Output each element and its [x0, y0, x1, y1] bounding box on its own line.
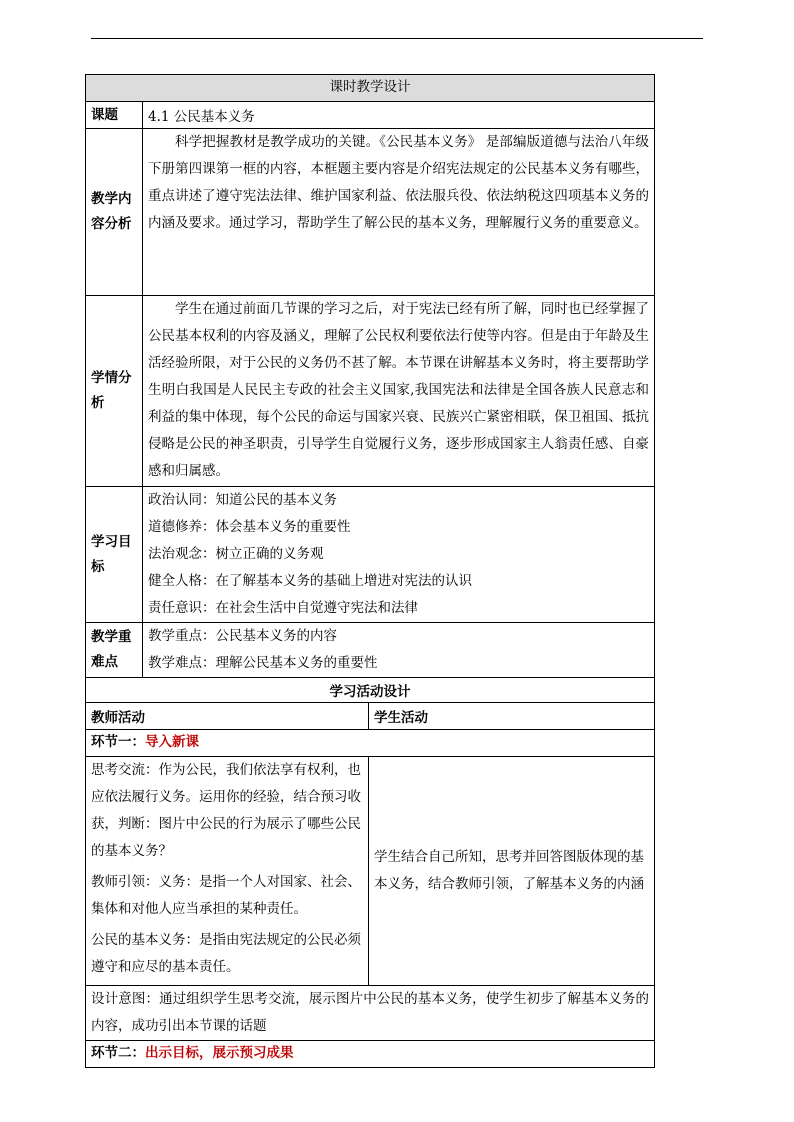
design-intent-row: [86, 986, 655, 1041]
content-analysis-row: [86, 129, 655, 296]
table-title: 课时教学设计: [86, 75, 655, 102]
key-points-row: [86, 623, 655, 678]
goal-item: 法治观念：树立正确的义务观: [148, 546, 324, 562]
step1-teacher-activity: [86, 757, 369, 986]
learning-goals-row: [86, 487, 655, 623]
lesson-design-table: [85, 74, 655, 1068]
teacher-activity-header: 教师活动: [86, 703, 369, 730]
goal-item: 责任意识：在社会生活中自觉遵守宪法和法律: [148, 600, 418, 616]
content-analysis-label: 教学内容分析: [86, 129, 143, 296]
key-point-item: 教学重点：公民基本义务的内容: [148, 628, 337, 644]
topic-row: [86, 102, 655, 129]
step1-prefix: 环节一：: [91, 734, 145, 750]
student-analysis-text: 学生在通过前面几节课的学习之后，对于宪法已经有所了解，同时也已经掌握了公民基本权利的内容及涵义，理解了公民权利要依法行使等内容。但是由于年龄及生活经验所限，对于公民的义务仍不甚了解。本节课在讲解基本义务时，将主要帮助学生明白我国是人民民主专政的社会主义国家,我国宪法和法律是全国各族人民意志和利益的集中体现，每个公民的命运与国家兴衰、民族兴亡紧密相联，保卫祖国、抵抗侵略是公民的神圣职责，引导学生自觉履行义务，逐步形成国家主人翁责任感、自豪感和归属感。: [143, 296, 655, 487]
student-activity-header: 学生活动: [369, 703, 655, 730]
topic-label: 课题: [86, 102, 143, 129]
goal-item: 健全人格：在了解基本义务的基础上增进对宪法的认识: [148, 573, 472, 589]
step1-heading: [86, 730, 655, 757]
goal-item: 道德修养：体会基本义务的重要性: [148, 519, 351, 535]
learning-goals-label: 学习目标: [86, 487, 143, 623]
topic-value: 4.1 公民基本义务: [143, 102, 655, 129]
goal-item: 政治认同：知道公民的基本义务: [148, 492, 337, 508]
step1-design-intent: 设计意图：通过组织学生思考交流，展示图片中公民的基本义务，使学生初步了解基本义务的内容，成功引出本节课的话题: [86, 986, 655, 1041]
step1-student-activity: 学生结合自己所知，思考并回答图版体现的基本义务，结合教师引领，了解基本义务的内涵: [369, 757, 655, 986]
student-analysis-row: [86, 296, 655, 487]
teacher-paragraph: 思考交流：作为公民，我们依法享有权利，也应依法履行义务。运用你的经验，结合预习收获，判断：图片中公民的行为展示了哪些公民的基本义务？: [91, 762, 361, 859]
key-point-item: 教学难点：理解公民基本义务的重要性: [148, 655, 378, 671]
key-points-list: [143, 623, 655, 678]
content-analysis-text: 科学把握教材是教学成功的关键。《公民基本义务》 是部编版道德与法治八年级下册第四课第一框的内容，本框题主要内容是介绍宪法规定的公民基本义务有哪些，重点讲述了遵守宪法法律、维护国家利益、依法服兵役、依法纳税这四项基本义务的内涵及要求。通过学习，帮助学生了解公民的基本义务，理解履行义务的重要意义。: [143, 129, 655, 296]
teacher-paragraph: 公民的基本义务：是指由宪法规定的公民必须遵守和应尽的基本责任。: [91, 932, 361, 975]
student-analysis-label: 学情分析: [86, 296, 143, 487]
activity-design-title: 学习活动设计: [86, 678, 655, 703]
step2-row: [86, 1041, 655, 1068]
table-title-row: [86, 75, 655, 102]
step2-prefix: 环节二：: [91, 1045, 145, 1061]
key-points-label: 教学重难点: [86, 623, 143, 678]
learning-goals-list: [143, 487, 655, 623]
step1-title: 导入新课: [145, 734, 199, 750]
activity-columns-row: [86, 703, 655, 730]
step2-heading: [86, 1041, 655, 1068]
step1-content-row: [86, 757, 655, 986]
header-rule: [91, 38, 703, 39]
step1-row: [86, 730, 655, 757]
teacher-paragraph: 教师引领：义务：是指一个人对国家、社会、集体和对他人应当承担的某种责任。: [91, 874, 361, 917]
step2-title: 出示目标，展示预习成果: [145, 1045, 294, 1061]
activity-design-row: [86, 678, 655, 703]
